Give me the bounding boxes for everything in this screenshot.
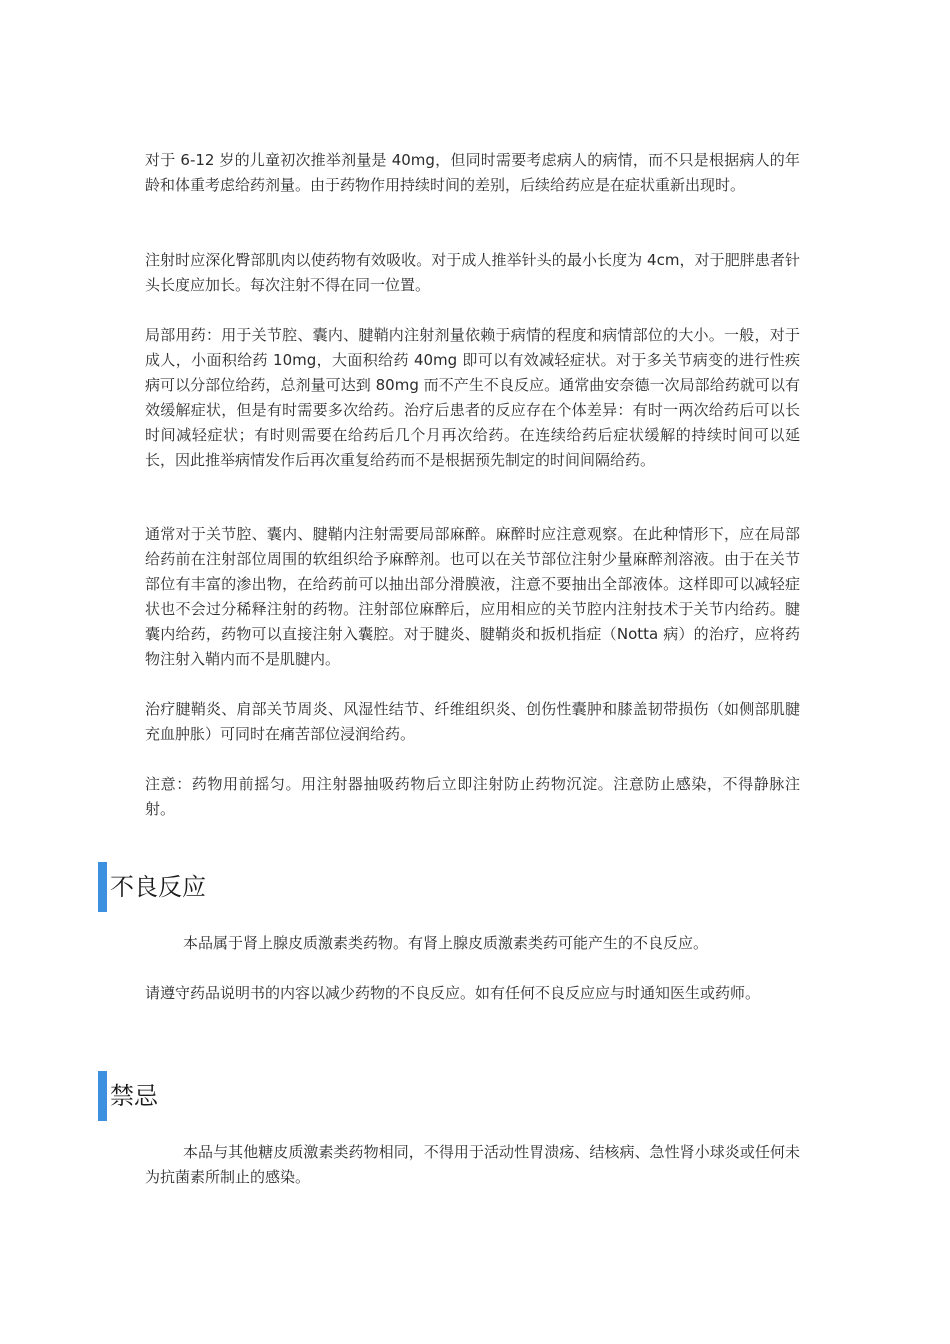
adverse-reactions-paragraph-2: 请遵守药品说明书的内容以减少药物的不良反应。如有任何不良反应应与时通知医生或药师。 (145, 984, 761, 1002)
contraindications-heading (98, 1071, 158, 1121)
contraindications-title: 禁忌 (110, 1082, 158, 1110)
dosage-children-paragraph: 对于 6-12 岁的儿童初次推举剂量是 40mg，但同时需要考虑病人的病情，而不只是根据病人的年龄和体重考虑给药剂量。由于药物作用持续时间的差别，后续给药应是在症状重新出现时。 (145, 151, 800, 194)
infiltration-paragraph: 治疗腱鞘炎、肩部关节周炎、风湿性结节、纤维组织炎、创伤性囊肿和膝盖韧带损伤（如侧部肌腱充血肿胀）可同时在痛苦部位浸润给药。 (145, 700, 800, 743)
heading-accent-bar (98, 1071, 107, 1121)
adverse-reactions-title: 不良反应 (110, 873, 206, 901)
local-anesthesia-paragraph: 通常对于关节腔、囊内、腱鞘内注射需要局部麻醉。麻醉时应注意观察。在此种情形下，应在局部给药前在注射部位周围的软组织给予麻醉剂。也可以在关节部位注射少量麻醉剂溶液。由于在关节部位有丰富的渗出物，在给药前可以抽出部分滑膜液，注意不要抽出全部液体。这样即可以减轻症状也不会过分稀释注射的药物。注射部位麻醉后，应用相应的关节腔内注射技术于关节内给药。腱囊内给药，药物可以直接注射入囊腔。对于腱炎、腱鞘炎和扳机指症（Notta 病）的治疗，应将药物注射入鞘内而不是肌腱内。 (145, 525, 800, 668)
precaution-paragraph: 注意：药物用前摇匀。用注射器抽吸药物后立即注射防止药物沉淀。注意防止感染，不得静脉注射。 (145, 775, 800, 818)
injection-site-paragraph: 注射时应深化臀部肌肉以使药物有效吸收。对于成人推举针头的最小长度为 4cm，对于肥胖患者针头长度应加长。每次注射不得在同一位置。 (145, 251, 800, 294)
contraindications-paragraph: 本品与其他糖皮质激素类药物相同，不得用于活动性胃溃疡、结核病、急性肾小球炎或任何未为抗菌素所制止的感染。 (145, 1143, 800, 1186)
heading-accent-bar (98, 862, 107, 912)
adverse-reactions-heading (98, 862, 206, 912)
adverse-reactions-paragraph-1: 本品属于肾上腺皮质激素类药物。有肾上腺皮质激素类药可能产生的不良反应。 (183, 934, 709, 952)
local-use-paragraph: 局部用药：用于关节腔、囊内、腱鞘内注射剂量依赖于病情的程度和病情部位的大小。一般，对于成人，小面积给药 10mg，大面积给药 40mg 即可以有效减轻症状。对于多关节病变的进行性疾病可以分部位给药，总剂量可达到 80mg 而不产生不良反应。通常曲安奈德一次局部给药就可以有效缓解症状，但是有时需要多次给药。治疗后患者的反应存在个体差异：有时一两次给药后可以长时间减轻症状；有时则需要在给药后几个月再次给药。在连续给药后症状缓解的持续时间可以延长，因此推举病情发作后再次重复给药而不是根据预先制定的时间间隔给药。 (145, 326, 800, 469)
